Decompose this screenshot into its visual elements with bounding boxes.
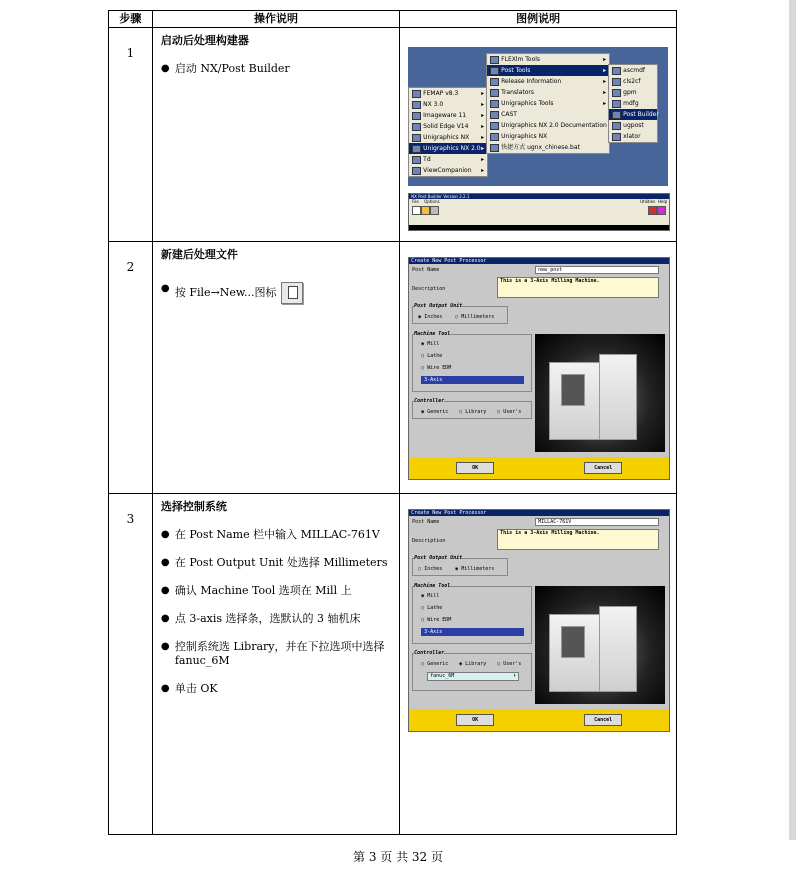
library-radio[interactable]: ○ Library	[459, 409, 487, 415]
new-file-icon	[281, 282, 303, 304]
menu-options[interactable]: Options	[424, 199, 440, 204]
machine-window	[561, 374, 585, 406]
post-name-label: Post Name	[412, 267, 440, 273]
menu-item-post-builder[interactable]: Post Builder	[609, 109, 657, 120]
open-folder-icon[interactable]	[421, 206, 430, 215]
inches-radio[interactable]: ○ Inches	[418, 566, 443, 572]
machine-column	[599, 606, 637, 692]
menu-item[interactable]: Unigraphics Tools ▸	[487, 98, 609, 109]
machine-image	[535, 586, 665, 704]
dialog-title: Create New Post Processor	[409, 510, 669, 516]
description-input[interactable]: This is a 3-Axis Milling Machine.	[497, 277, 659, 298]
header-fig: 图例说明	[400, 11, 677, 28]
menu-item[interactable]: gpm	[609, 87, 657, 98]
group-title: Controller	[414, 650, 445, 656]
post-name-input[interactable]: MILLAC-761V	[535, 518, 659, 526]
bullet-item: ● 在 Post Name 栏中输入 MILLAC-761V	[161, 528, 399, 542]
menu-item[interactable]: ugpost	[609, 120, 657, 131]
figure-cell	[400, 494, 677, 835]
menu-item[interactable]: Td ▸	[409, 154, 487, 165]
group-title: Controller	[414, 398, 445, 404]
help-icon[interactable]	[657, 206, 666, 215]
page-footer: 第 3 页 共 32 页	[353, 850, 443, 864]
wire-edm-radio[interactable]: ○ Wire EDM	[421, 365, 452, 371]
machine-image	[535, 334, 665, 452]
step-row-2	[109, 242, 677, 494]
millimeters-radio[interactable]: ◉ Millimeters	[455, 566, 495, 572]
step-number: 3	[109, 494, 153, 835]
utility-icon[interactable]	[648, 206, 657, 215]
cancel-button[interactable]: Cancel	[584, 714, 622, 726]
menu-item[interactable]: ascmdf	[609, 65, 657, 76]
step-description	[152, 28, 399, 242]
menu-item[interactable]: Imageware 11 ▸	[409, 110, 487, 121]
step-description	[152, 242, 399, 494]
description-label: Description	[412, 538, 446, 544]
step-title: 新建后处理文件	[160, 248, 238, 261]
window-title: NX Post Builder Version 2.2.1	[409, 194, 669, 199]
save-icon[interactable]	[430, 206, 439, 215]
create-post-dialog	[408, 257, 670, 480]
menu-item[interactable]: Release Information ▸	[487, 76, 609, 87]
step-row-3	[109, 494, 677, 835]
group-title: Post Output Unit	[414, 555, 463, 561]
group-title: Machine Tool	[414, 583, 451, 589]
menu-item[interactable]: Unigraphics NX ▸	[409, 132, 487, 143]
chevron-down-icon[interactable]: ⬇	[513, 673, 517, 679]
post-name-input[interactable]: new_post	[535, 266, 659, 274]
axis-selector[interactable]: 3-Axis	[421, 376, 524, 384]
header-desc: 操作说明	[152, 11, 399, 28]
status-bar	[409, 225, 669, 230]
figure-cell	[400, 242, 677, 494]
menu-item[interactable]: Solid Edge V14 ▸	[409, 121, 487, 132]
lathe-radio[interactable]: ○ Lathe	[421, 353, 443, 359]
menu-item-selected[interactable]: Post Tools ▸	[487, 65, 609, 76]
menu-item[interactable]: NX 3.0 ▸	[409, 99, 487, 110]
programs-menu	[408, 87, 488, 177]
step-number: 1	[109, 28, 153, 242]
menu-item[interactable]: CAST	[487, 109, 609, 120]
users-radio[interactable]: ○ User's	[497, 661, 522, 667]
menu-item[interactable]: 快捷方式 ugnx_chinese.bat	[487, 142, 609, 153]
lathe-radio[interactable]: ○ Lathe	[421, 605, 443, 611]
menu-item[interactable]: Unigraphics NX 2.0 Documentation	[487, 120, 609, 131]
bullet-item: ● 控制系统选 Library，并在下拉选项中选择 fanuc_6M	[161, 640, 399, 668]
users-radio[interactable]: ○ User's	[497, 409, 522, 415]
wire-edm-radio[interactable]: ○ Wire EDM	[421, 617, 452, 623]
create-post-dialog	[408, 509, 670, 732]
figure-cell	[400, 28, 677, 242]
bullet-item: ● 启动 NX/Post Builder	[161, 62, 399, 76]
group-title: Post Output Unit	[414, 303, 463, 309]
description-input[interactable]: This is a 3-Axis Milling Machine.	[497, 529, 659, 550]
library-dropdown[interactable]: fanuc_6M ⬇	[427, 672, 519, 681]
menu-item[interactable]: cls2cf	[609, 76, 657, 87]
menu-item[interactable]: mdfg	[609, 98, 657, 109]
menu-item-selected[interactable]: Unigraphics NX 2.0 ▸	[409, 143, 487, 154]
bullet-item: ● 确认 Machine Tool 选项在 Mill 上	[161, 584, 399, 598]
menu-item[interactable]: xlator	[609, 131, 657, 142]
generic-radio[interactable]: ○ Generic	[421, 661, 449, 667]
ok-button[interactable]: OK	[456, 714, 494, 726]
machine-column	[599, 354, 637, 440]
bullet-item: ● 点 3-axis 选择条，选默认的 3 轴机床	[161, 612, 399, 626]
mill-radio[interactable]: ◉ Mill	[421, 341, 440, 347]
library-radio[interactable]: ◉ Library	[459, 661, 487, 667]
ok-button[interactable]: OK	[456, 462, 494, 474]
cancel-button[interactable]: Cancel	[584, 462, 622, 474]
post-tools-submenu	[608, 64, 658, 143]
menu-file[interactable]: File	[412, 199, 419, 204]
steps-table	[108, 10, 677, 835]
window-menubar	[409, 199, 669, 205]
menu-item[interactable]: FEMAP v8.3 ▸	[409, 88, 487, 99]
machine-window	[561, 626, 585, 658]
step-title: 选择控制系统	[160, 500, 227, 513]
post-name-label: Post Name	[412, 519, 440, 525]
page-edge	[789, 0, 796, 840]
menu-utilities[interactable]: Utilities	[640, 199, 656, 204]
description-label: Description	[412, 286, 446, 292]
inches-radio[interactable]: ◉ Inches	[418, 314, 443, 320]
millimeters-radio[interactable]: ○ Millimeters	[455, 314, 495, 320]
bullet-item: ● 在 Post Output Unit 处选择 Millimeters	[161, 556, 399, 570]
nx-submenu	[486, 53, 610, 154]
step-title: 启动后处理构建器	[160, 34, 249, 47]
start-menu-screenshot	[408, 47, 668, 186]
menu-item[interactable]: FLEXlm Tools ▸	[487, 54, 609, 65]
bullet-item: ● 按 File→New...图标	[161, 282, 399, 304]
step-description	[152, 494, 399, 835]
new-file-icon[interactable]	[412, 206, 421, 215]
step-row-1	[109, 28, 677, 242]
group-title: Machine Tool	[414, 331, 451, 337]
step-number: 2	[109, 242, 153, 494]
axis-selector[interactable]: 3-Axis	[421, 628, 524, 636]
menu-item[interactable]: Unigraphics NX	[487, 131, 609, 142]
menu-item[interactable]: ViewCompanion ▸	[409, 165, 487, 176]
post-builder-window	[408, 193, 670, 231]
dialog-footer	[409, 457, 669, 479]
menu-help[interactable]: Help	[658, 199, 668, 204]
bullet-item: ● 单击 OK	[161, 682, 399, 696]
menu-item[interactable]: Translators ▸	[487, 87, 609, 98]
header-step: 步骤	[109, 11, 153, 28]
dialog-title: Create New Post Processor	[409, 258, 669, 264]
generic-radio[interactable]: ◉ Generic	[421, 409, 449, 415]
mill-radio[interactable]: ◉ Mill	[421, 593, 440, 599]
dialog-footer	[409, 709, 669, 731]
